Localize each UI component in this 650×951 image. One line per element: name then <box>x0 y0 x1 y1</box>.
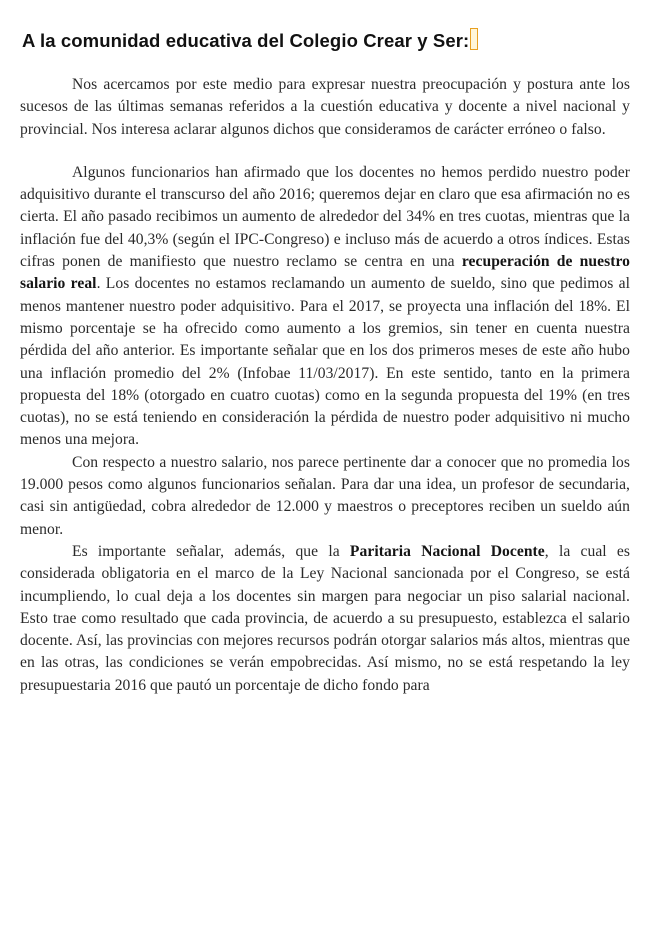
paragraph-intro <box>20 74 630 141</box>
paragraph-purchasing-power <box>20 162 630 452</box>
letter-title-text: A la comunidad educativa del Colegio Crear y Ser: <box>22 30 470 51</box>
paragraph-text: . Los docentes no estamos reclamando un aumento de sueldo, sino que pedimos al menos mantener nuestro poder adquisitivo. Para el 2017, se proyecta una inflación del 18%. El mismo porcentaje se ha ofrecido como aumento a los gremios, sin tener en cuenta nuestra pérdida del año anterior. Es importante señalar que en los dos primeros meses de este año hubo una inflación promedio del 2% (Infobae 11/03/2017). En este sentido, tanto en la primera propuesta del 18% (otorgado en cuatro cuotas) como en la segunda propuesta del 19% (en tres cuotas), no se está teniendo en consideración la pérdida de nuestro poder adquisitivo ni mucho menos una mejora. <box>20 275 630 449</box>
paragraph-text: Con respecto a nuestro salario, nos parece pertinente dar a conocer que no promedia los 19.000 pesos como algunos funcionarios señalan. Para dar una idea, un profesor de secundaria, casi sin antigüedad, cobra alrededor de 12.000 y maestros o preceptores reciben un sueldo aún menor. <box>20 453 630 538</box>
letter-page <box>20 28 630 697</box>
paragraph-text: , la cual es considerada obligatoria en el marco de la Ley Nacional sancionada por el Congreso, se está incumpliendo, lo cual deja a los docentes sin margen para negociar un piso salarial nacional. Esto trae como resultado que cada provincia, de acuerdo a su presupuesto, establezca el salario docente. Así, las provincias con mejores recursos podrán otorgar salarios más altos, mientras que en las otras, las condiciones se verán empobrecidas. Así mismo, no se está respetando la ley presupuestaria 2016 que pautó un porcentaje de dicho fondo para <box>20 542 630 694</box>
text-cursor <box>470 28 478 50</box>
bold-phrase-paritaria: Paritaria Nacional Docente <box>349 542 545 560</box>
paragraph-text: Nos acercamos por este medio para expresar nuestra preocupación y postura ante los sucesos de las últimas semanas referidos a la cuestión educativa y docente a nivel nacional y provincial. Nos interesa aclarar algunos dichos que consideramos de carácter erróneo o falso. <box>20 76 630 138</box>
paragraph-paritaria <box>20 541 630 697</box>
paragraph-text: Algunos funcionarios han afirmado que los docentes no hemos perdido nuestro poder adquisitivo durante el transcurso del año 2016; queremos dejar en claro que esa afirmación no es cierta. El año pasado recibimos un aumento de alrededor del 34% en tres cuotas, mientras que la inflación fue del 40,3% (según el IPC-Congreso) e incluso más de acuerdo a otros índices. Estas cifras ponen de manifiesto que nuestro reclamo se centra en una <box>20 163 630 271</box>
paragraph-text: Es importante señalar, además, que la <box>72 542 350 560</box>
bold-phrase-salario-real: recuperación de nuestro salario real <box>20 253 630 293</box>
paragraph-salary <box>20 452 630 541</box>
letter-title <box>22 28 630 52</box>
paragraph-gap <box>20 141 630 162</box>
